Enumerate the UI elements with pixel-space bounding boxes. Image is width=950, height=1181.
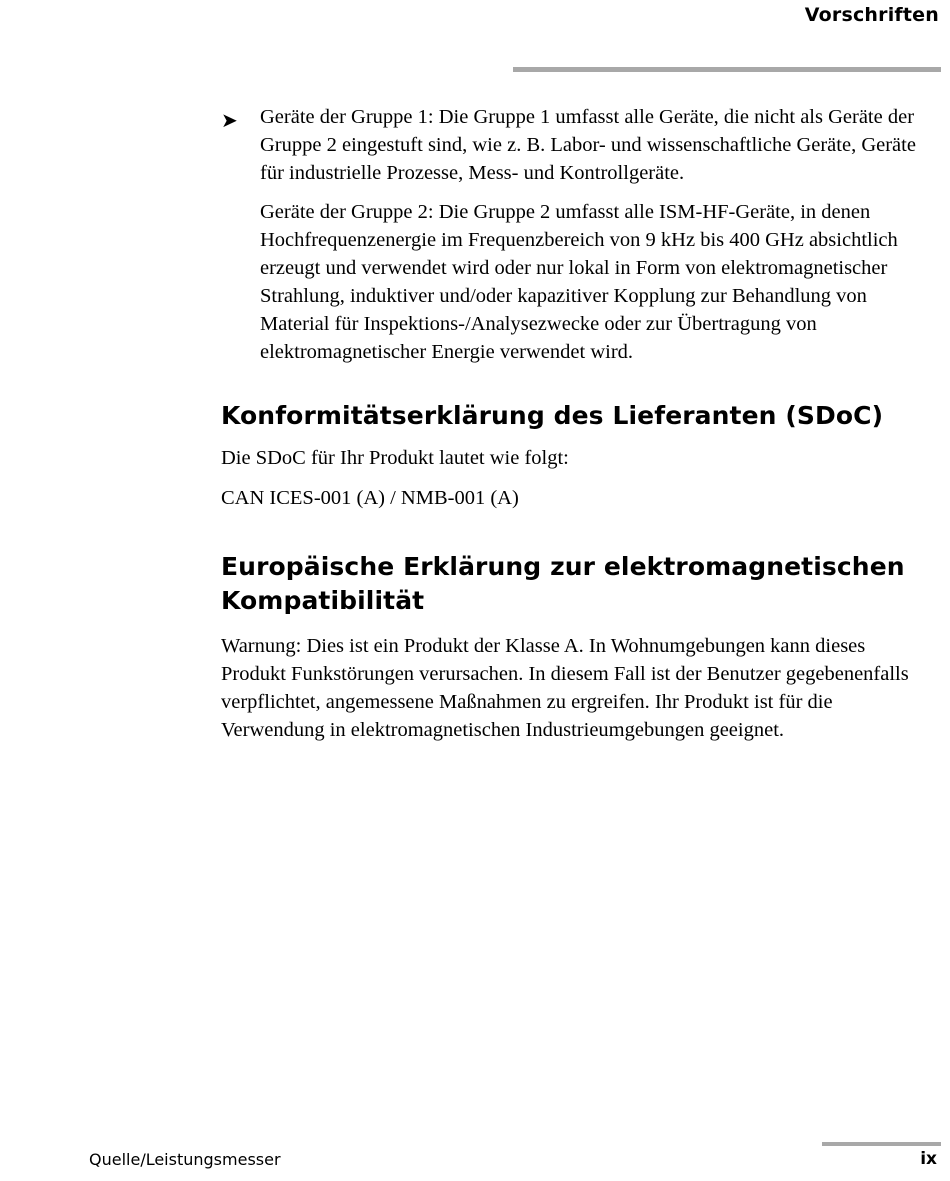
page-header-title: Vorschriften [804,4,939,26]
sdoc-section [221,444,921,512]
footer-divider [822,1142,941,1146]
group-1-paragraph: Geräte der Gruppe 1: Die Gruppe 1 umfasst alle Geräte, die nicht als Geräte der Gruppe 2 eingestuft sind, wie z. B. Labor- und wissenschaftliche Geräte, Geräte für industrielle Prozesse, Mess- und Kontrollgeräte. [260,106,916,184]
emc-heading [221,550,921,618]
header-divider [513,67,941,72]
emc-section [221,632,921,744]
emc-warning-paragraph: Warnung: Dies ist ein Produkt der Klasse A. In Wohnumgebungen kann dieses Produkt Funkstörungen verursachen. In diesem Fall ist der Benutzer gegebenenfalls verpflichtet, angemessene Maßnahmen zu ergreifen. Ihr Produkt ist für die Verwendung in elektromagnetischen Industrieumgebungen geeignet. [221,635,909,741]
sdoc-code: CAN ICES-001 (A) / NMB-001 (A) [221,487,519,509]
arrow-bullet-icon: ➤ [221,108,238,132]
sdoc-heading: Konformitätserklärung des Lieferanten (SDoC) [221,401,884,430]
footer-document-title: Quelle/Leistungsmesser [89,1150,281,1169]
sdoc-intro: Die SDoC für Ihr Produkt lautet wie folgt: [221,447,569,469]
emc-heading-line2: Kompatibilität [221,586,425,615]
group-list-item [221,103,921,366]
page-content [221,103,921,744]
emc-heading-line1: Europäische Erklärung zur elektromagnetischen [221,552,905,581]
group-2-paragraph: Geräte der Gruppe 2: Die Gruppe 2 umfasst alle ISM-HF-Geräte, in denen Hochfrequenzenergie im Frequenzbereich von 9 kHz bis 400 GHz absichtlich erzeugt und verwendet wird oder nur lokal in Form von elektromagnetischer Strahlung, induktiver und/oder kapazitiver Kopplung zur Behandlung von Material für Inspektions-/Analysezwecke oder zur Übertragung von elektromagnetischer Energie verwendet wird. [260,201,898,363]
page-number: ix [920,1149,937,1169]
